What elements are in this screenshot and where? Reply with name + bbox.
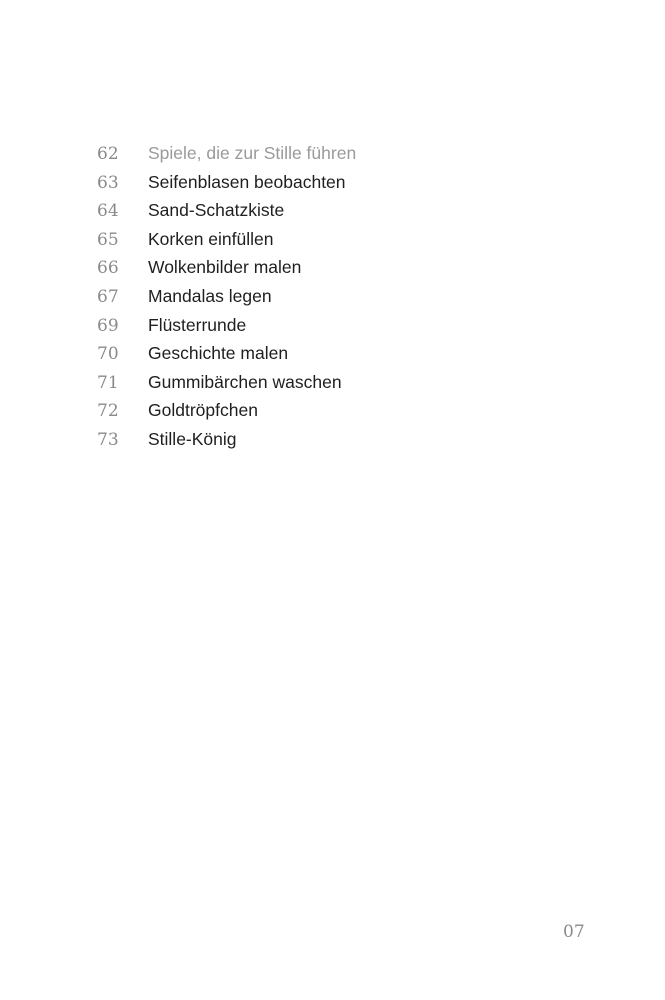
toc-title: Gummibärchen waschen <box>148 371 342 392</box>
toc-entry <box>97 311 577 340</box>
toc-page-number: 73 <box>97 429 119 450</box>
toc-entry <box>97 282 577 311</box>
toc-title: Wolkenbilder malen <box>148 257 302 278</box>
toc-entry <box>97 253 577 282</box>
toc-entry <box>97 368 577 397</box>
toc-title: Stille-König <box>148 428 237 449</box>
toc-page-number: 72 <box>97 401 119 422</box>
toc-page-number: 66 <box>97 258 119 279</box>
toc-page-number: 65 <box>97 229 119 250</box>
toc-title: Sand-Schatzkiste <box>148 200 285 221</box>
toc-title: Korken einfüllen <box>148 228 274 249</box>
toc-entry <box>97 225 577 254</box>
toc-title: Mandalas legen <box>148 285 272 306</box>
toc-page-number: 70 <box>97 344 119 365</box>
toc-title: Goldtröpfchen <box>148 400 258 421</box>
toc-entry <box>97 168 577 197</box>
toc-title: Seifenblasen beobachten <box>148 171 346 192</box>
toc-title: Geschichte malen <box>148 343 289 364</box>
toc-page-number: 69 <box>97 315 119 336</box>
toc-page-number: 62 <box>97 144 119 164</box>
toc-entry <box>97 396 577 425</box>
toc-page-number: 63 <box>97 172 119 193</box>
toc-title: Flüsterrunde <box>148 314 247 335</box>
toc-entry <box>97 425 577 454</box>
toc-page-number: 64 <box>97 201 119 222</box>
toc-page-number: 67 <box>97 286 119 307</box>
table-of-contents <box>97 139 577 454</box>
toc-entry <box>97 196 577 225</box>
page-number-folio: 07 <box>563 922 585 942</box>
toc-entry-section-heading <box>97 139 577 168</box>
toc-page-number: 71 <box>97 372 119 393</box>
toc-title: Spiele, die zur Stille führen <box>148 143 357 163</box>
toc-entry <box>97 339 577 368</box>
